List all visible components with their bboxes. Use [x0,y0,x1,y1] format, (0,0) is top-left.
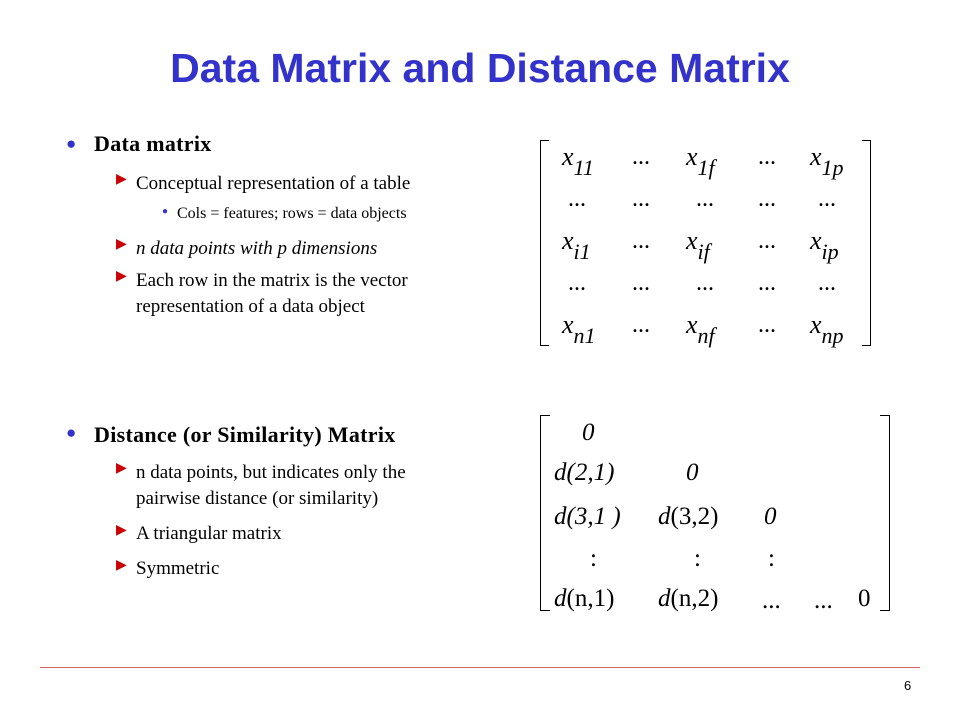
matrix-cell: 0 [764,503,777,530]
section-heading-distance-matrix: Distance (or Similarity) Matrix [94,422,396,447]
matrix-cell: ... [696,270,714,296]
bullet-icon: ● [66,134,77,153]
matrix-cell: 0 [582,419,595,446]
left-bracket [540,415,550,611]
matrix-cell: xif [686,226,710,264]
list-item: Conceptual representation of a table [136,173,411,194]
arrow-bullet-icon: ▶ [116,172,127,187]
right-bracket [880,415,890,611]
matrix-cell: x1f [686,142,715,180]
matrix-cell: ... [758,144,776,170]
matrix-cell: ... [632,312,650,338]
list-item: representation of a data object [136,296,365,317]
matrix-cell: d(n,2) [658,585,719,612]
matrix-cell: ... [818,186,836,212]
left-bracket [540,140,549,346]
matrix-cell: ... [814,587,833,614]
footer-divider [40,667,920,668]
matrix-cell: d(n,1) [554,585,615,612]
matrix-cell: ... [568,270,586,296]
list-item: n data points, but indicates only the [136,462,406,483]
matrix-cell: ... [762,587,781,614]
matrix-cell: : [694,545,701,572]
arrow-bullet-icon: ▶ [116,558,127,573]
arrow-bullet-icon: ▶ [116,461,127,476]
matrix-cell: xi1 [562,226,591,264]
matrix-cell: ... [758,228,776,254]
list-item: Symmetric [136,558,220,579]
list-item: pairwise distance (or similarity) [136,488,379,509]
matrix-cell: ... [758,312,776,338]
list-item: Each row in the matrix is the vector [136,270,408,291]
matrix-cell: ... [632,270,650,296]
matrix-cell: 0 [686,459,699,486]
matrix-cell: : [768,545,775,572]
data-matrix [540,140,875,350]
matrix-cell: ... [818,270,836,296]
section-heading-data-matrix: Data matrix [94,131,212,156]
matrix-cell: ... [758,270,776,296]
matrix-cell: d(3,2) [658,503,719,530]
matrix-cell: x1p [810,142,844,180]
matrix-cell: xnp [810,310,844,348]
matrix-cell: : [590,545,597,572]
matrix-cell: ... [758,186,776,212]
slide-title: Data Matrix and Distance Matrix [170,45,790,91]
bullet-icon: ● [66,423,77,442]
list-item: n data points with p dimensions [136,238,378,259]
right-bracket [862,140,871,346]
arrow-bullet-icon: ▶ [116,523,127,538]
matrix-cell: ... [632,186,650,212]
arrow-bullet-icon: ▶ [116,237,127,252]
matrix-cell: xnf [686,310,715,348]
matrix-cell: d(2,1) [554,459,615,486]
bullet-icon: ● [162,206,169,217]
page-number: 6 [904,678,912,693]
list-item: A triangular matrix [136,523,282,544]
list-item: Cols = features; rows = data objects [177,205,407,222]
matrix-cell: 0 [858,585,871,612]
arrow-bullet-icon: ▶ [116,269,127,284]
matrix-cell: ... [632,228,650,254]
matrix-cell: ... [632,144,650,170]
matrix-cell: x11 [562,142,594,180]
matrix-cell: d(3,1 ) [554,503,621,530]
matrix-cell: ... [568,186,586,212]
matrix-cell: xn1 [562,310,596,348]
distance-matrix [540,415,892,615]
matrix-cell: ... [696,186,714,212]
matrix-cell: xip [810,226,839,264]
